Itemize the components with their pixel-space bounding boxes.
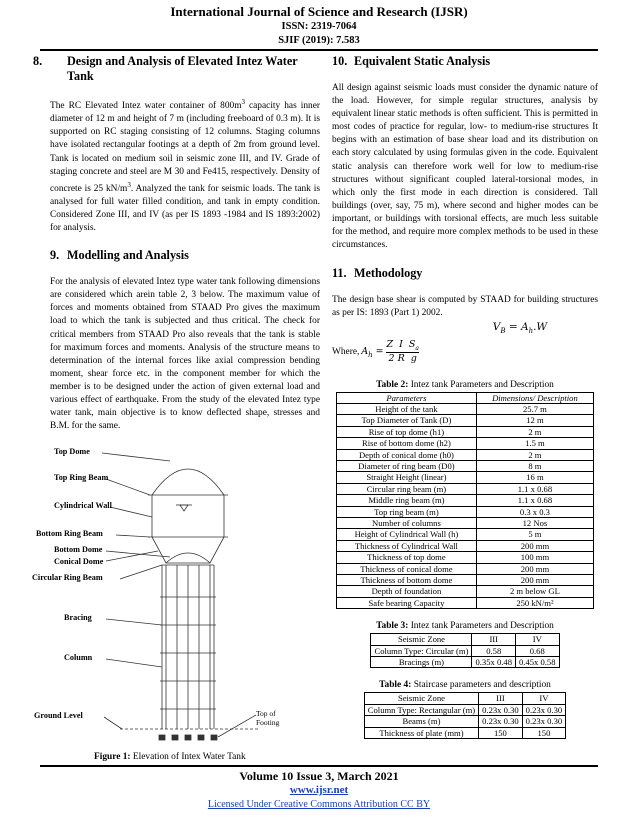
table-cell: 0.68	[516, 645, 560, 656]
footing-4	[198, 735, 204, 740]
table-row	[337, 552, 594, 563]
table-row	[337, 597, 594, 608]
table-row	[364, 704, 565, 715]
label-cylindrical-wall: Cylindrical Wall	[54, 501, 112, 510]
table-cell: Diameter of ring beam (D0)	[337, 460, 477, 471]
label-conical-dome: Conical Dome	[54, 557, 104, 566]
section-10-heading	[332, 54, 598, 69]
top-dome-shape	[152, 469, 224, 495]
table-row	[364, 716, 565, 727]
table-row	[337, 506, 594, 517]
table-cell: Height of Cylindrical Wall (h)	[337, 529, 477, 540]
table-row	[337, 415, 594, 426]
label-top-dome: Top Dome	[54, 447, 90, 456]
table-4-caption-number: Table 4:	[379, 680, 412, 691]
table-cell: 0.35x 0.48	[472, 657, 516, 668]
section-11-paragraph: The design base shear is computed by STAAD for building structures as per IS: 1893 (Part 1) 2002.	[332, 295, 598, 319]
label-bottom-dome: Bottom Dome	[54, 545, 103, 554]
table-cell: Height of the tank	[337, 403, 477, 414]
table-cell: Thickness of top dome	[337, 552, 477, 563]
table-3	[370, 633, 559, 668]
base-shear-equation: $V_B = A_h.W$	[492, 321, 548, 336]
table-cell: Thickness of plate (mm)	[364, 727, 478, 738]
header-rule	[40, 49, 598, 51]
table-4-header: Seismic Zone	[364, 693, 478, 704]
table-cell: Number of columns	[337, 517, 477, 528]
footer-license-link[interactable]: Licensed Under Creative Commons Attribution CC BY	[207, 799, 431, 810]
where-label: Where,	[332, 346, 360, 357]
table-row	[371, 645, 559, 656]
table-cell: 0.58	[472, 645, 516, 656]
table-cell: 100 mm	[476, 552, 593, 563]
footer-url-link[interactable]: www.ijsr.net	[289, 784, 349, 796]
left-column	[33, 54, 320, 433]
table-cell: Safe bearing Capacity	[337, 597, 477, 608]
table-cell: Top Diameter of Tank (D)	[337, 415, 477, 426]
table-3-header: IV	[516, 634, 560, 645]
table-row	[337, 529, 594, 540]
table-row	[337, 483, 594, 494]
table-cell: 25.7 m	[476, 403, 593, 414]
footing-5	[211, 735, 217, 740]
table-cell: 2 m	[476, 426, 593, 437]
label-bottom-ring-beam: Bottom Ring Beam	[36, 529, 103, 538]
label-ground-level: Ground Level	[34, 711, 83, 720]
section-11-title: Methodology	[354, 266, 423, 281]
section-10-paragraph: All design against seismic loads must consider the dynamic nature of the load. However, for simple regular structures, analysis by equivalent linear static methods is often sufficient. This is permitted in most codes of practice for regular, low- to medium-rise structures It begins with an estimation of base shear load and its distribution on each story calculated by using formulas given in the code. Equivalent static analysis can therefore work well for low to medium-rise structures without significant coupled lateral-torsional modes, in which only the first mode in each direction is considered. Tall buildings (over, say, 75 m), where second and higher modes can be important, or buildings with torsional effects, are much less suitable for the method, and require more complex methods to be used in these circumstances.	[332, 83, 598, 251]
section-8-text-a: The RC Elevated Intez water container of 800m	[50, 101, 242, 112]
issn: ISSN: 2319-7064	[281, 21, 357, 32]
table-3-caption	[332, 620, 598, 632]
section-10-number: 10.	[332, 54, 348, 68]
table-cell: 16 m	[476, 472, 593, 483]
table-row	[337, 495, 594, 506]
ah-equation-line	[332, 339, 598, 365]
table-cell: Straight Height (linear)	[337, 472, 477, 483]
table-row	[337, 563, 594, 574]
table-cell: Circular ring beam (m)	[337, 483, 477, 494]
table-row	[337, 517, 594, 528]
table-cell: 150	[522, 727, 566, 738]
table-cell: 0.23x 0.30	[479, 716, 523, 727]
section-9-paragraph: For the analysis of elevated Intez type water tank following dimensions are considered which arein table 2, 3 below. The maximum value of forces and moments obtained from STAAD Pro gives the maximum load to which the tank is subjected and thus critical. The check for critical members from STAAD Pro also reveals that the tank is stable for maximum forces and moments. Analysis of the structure means to determination of the internal forces like axial compression bending moment, shear force etc. in the component member for which the member is to be designed under the action of given external load and various effect of earthquake. From the study of the elevated Intez type water tank, main objective is to know deflected shape, stresses and B.M. for the same.	[50, 277, 320, 432]
table-cell: 2 m	[476, 449, 593, 460]
table-row	[337, 472, 594, 483]
label-circular-ring-beam: Circular Ring Beam	[32, 573, 103, 582]
table-cell: Depth of foundation	[337, 586, 477, 597]
section-11-number: 11.	[332, 266, 347, 281]
bottom-dome-shape	[166, 553, 210, 563]
table-3-caption-number: Table 3:	[376, 621, 409, 632]
table-cell: 2 m below GL	[476, 586, 593, 597]
table-cell: 0.23x 0.30	[479, 704, 523, 715]
section-8-title: Design and Analysis of Elevated Intez Water Tank	[67, 54, 298, 83]
section-8-number: 8.	[33, 54, 43, 68]
table-cell: Thickness of conical dome	[337, 563, 477, 574]
table-cell: 1.1 x 0.68	[476, 495, 593, 506]
table-cell: Depth of conical dome (h0)	[337, 449, 477, 460]
section-8-text-c: . Analyzed the tank for seismic loads. The tank is analysed for full water filled condition, and tank in empty condition. Considered Zone III, and IV (as per IS 1893 -1984 and IS 1893:2002) for analysis.	[50, 183, 320, 234]
table-cell: 5 m	[476, 529, 593, 540]
section-8-sup-1: 3	[241, 98, 245, 106]
table-cell: Middle ring beam (m)	[337, 495, 477, 506]
table-cell: 200 mm	[476, 563, 593, 574]
figure-caption-number: Figure 1:	[94, 752, 131, 762]
label-top-of-footing: Top of Footing	[256, 709, 280, 727]
table-cell: Thickness of bottom dome	[337, 575, 477, 586]
conical-dome-shape	[152, 537, 224, 563]
table-row	[337, 575, 594, 586]
section-10-title: Equivalent Static Analysis	[354, 54, 491, 68]
journal-title: International Journal of Science and Research (IJSR)	[170, 4, 468, 19]
table-cell: Column Type: Rectangular (m)	[364, 704, 478, 715]
table-4-header: III	[479, 693, 523, 704]
footer-rule	[40, 765, 598, 767]
section-8-text-b: capacity has inner diameter of 12 m and height of 7 m (including freeboard of 0.3 m). It is supported on RC staging consisting of 12 columns. Staging columns have isolated rectangular footings at a depth of 2m from ground level. Tank is located on medium soil in seismic zone III, and IV. Grade of staging concrete and steel are M 30 and Fe415, respectively. Density of concrete is 25 kN/m	[50, 101, 320, 194]
figure-1-caption	[94, 752, 246, 762]
section-8-heading	[33, 54, 320, 84]
table-2-header: Parameters	[337, 392, 477, 403]
right-column	[332, 54, 598, 739]
table-3-header: Seismic Zone	[371, 634, 472, 645]
table-4-caption-text: Staircase parameters and description	[413, 680, 551, 691]
footer-volume: Volume 10 Issue 3, March 2021	[239, 769, 399, 783]
table-row	[337, 586, 594, 597]
table-2-header: Dimensions/ Description	[476, 392, 593, 403]
table-row	[337, 438, 594, 449]
table-cell: 0.45x 0.58	[516, 657, 560, 668]
table-cell: 12 Nos	[476, 517, 593, 528]
table-cell: 1.1 x 0.68	[476, 483, 593, 494]
table-2-caption	[332, 379, 598, 391]
table-3-caption-text: Intez tank Parameters and Description	[410, 621, 554, 632]
footing-2	[172, 735, 178, 740]
table-cell: Column Type: Circular (m)	[371, 645, 472, 656]
table-row	[337, 403, 594, 414]
figure-caption-text: Elevation of Intex Water Tank	[132, 752, 246, 762]
footing-1	[159, 735, 165, 740]
table-cell: 8 m	[476, 460, 593, 471]
table-cell: Thickness of Cylindrical Wall	[337, 540, 477, 551]
table-cell: 150	[479, 727, 523, 738]
label-bracing: Bracing	[64, 613, 92, 622]
table-2-caption-number: Table 2:	[376, 379, 409, 390]
label-column: Column	[64, 653, 93, 662]
table-cell: Bracings (m)	[371, 657, 472, 668]
table-row	[337, 540, 594, 551]
table-4-caption	[332, 679, 598, 691]
table-row	[337, 426, 594, 437]
table-row	[371, 657, 559, 668]
table-cell: 0.3 x 0.3	[476, 506, 593, 517]
table-2-caption-text: Intez tank Parameters and Description	[410, 379, 554, 390]
table-cell: Rise of bottom dome (h2)	[337, 438, 477, 449]
section-9-number: 9.	[50, 248, 60, 263]
sjif: SJIF (2019): 7.583	[278, 35, 360, 46]
table-cell: 0.23x 0.30	[522, 704, 566, 715]
table-row	[337, 460, 594, 471]
label-top-ring-beam: Top Ring Beam	[54, 473, 109, 482]
table-cell: Rise of top dome (h1)	[337, 426, 477, 437]
table-4	[364, 692, 566, 739]
section-11-heading	[332, 266, 598, 281]
table-cell: 0.23x 0.30	[522, 716, 566, 727]
table-cell: 250 kN/m²	[476, 597, 593, 608]
figure-1	[32, 447, 290, 749]
intez-tank-elevation-drawing	[60, 447, 290, 749]
table-row	[337, 449, 594, 460]
table-cell: Top ring beam (m)	[337, 506, 477, 517]
section-9-heading	[50, 248, 320, 263]
footing-3	[185, 735, 191, 740]
ah-equation: $A_h$ = $\frac{Z I S_a}{\text{2 R g}}$	[361, 339, 419, 364]
table-cell: 200 mm	[476, 540, 593, 551]
table-cell: Beams (m)	[364, 716, 478, 727]
table-cell: 1.5 m	[476, 438, 593, 449]
table-row	[364, 727, 565, 738]
section-8-sup-2: 3	[127, 180, 131, 189]
table-3-header: III	[472, 634, 516, 645]
table-4-header: IV	[522, 693, 566, 704]
section-9-title: Modelling and Analysis	[67, 248, 189, 263]
table-cell: 200 mm	[476, 575, 593, 586]
table-cell: 12 m	[476, 415, 593, 426]
table-2	[336, 392, 594, 610]
section-8-paragraph	[50, 96, 320, 235]
